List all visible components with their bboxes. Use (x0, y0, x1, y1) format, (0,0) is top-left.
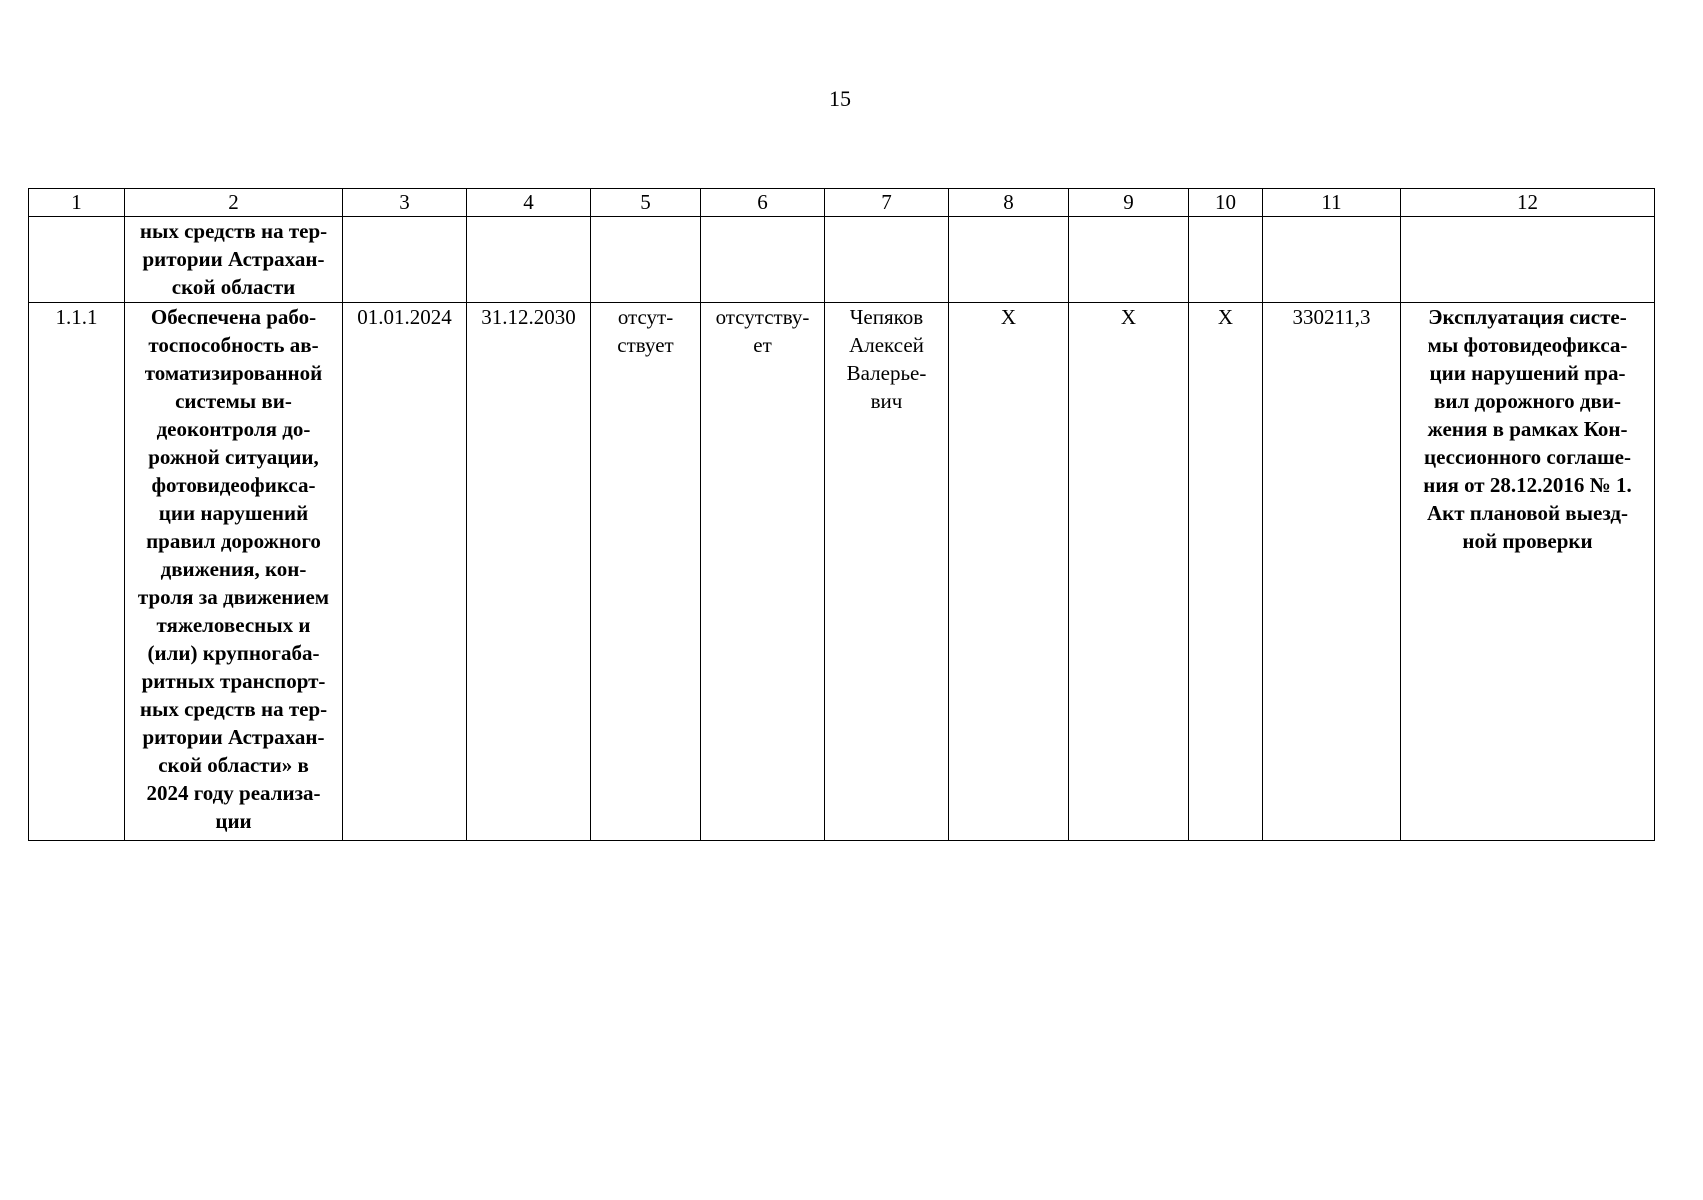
description-line: системы ви- (175, 389, 292, 413)
description-line: томатизированной (144, 361, 323, 385)
column-9-value: X (1069, 303, 1189, 841)
column-header-3: 3 (343, 189, 467, 217)
column-header-2: 2 (125, 189, 343, 217)
continuation-cell-6 (701, 217, 825, 303)
responsible-line: вич (870, 389, 903, 413)
description-line: (или) крупногаба- (147, 641, 320, 665)
continuation-cell-9 (1069, 217, 1189, 303)
column-5-line: ствует (617, 333, 674, 357)
column-8-value: X (949, 303, 1069, 841)
continuation-line: ритории Астрахан- (142, 247, 325, 271)
description-line: ритных транспорт- (141, 669, 326, 693)
start-date: 01.01.2024 (343, 303, 467, 841)
description-line: деоконтроля до- (156, 417, 311, 441)
continuation-cell-3 (343, 217, 467, 303)
continuation-cell-4 (467, 217, 591, 303)
column-10-value: X (1189, 303, 1263, 841)
continuation-description (125, 217, 343, 303)
column-header-10: 10 (1189, 189, 1263, 217)
continuation-cell-8 (949, 217, 1069, 303)
responsible-line: Валерье- (846, 361, 927, 385)
note-line: вил дорожного дви- (1434, 389, 1621, 413)
note-line: мы фотовидеофикса- (1427, 333, 1628, 357)
continuation-line: ской области (171, 275, 296, 299)
description-line: правил дорожного (146, 529, 321, 553)
table-row-continuation (29, 217, 1655, 303)
continuation-cell-11 (1263, 217, 1401, 303)
continuation-cell-10 (1189, 217, 1263, 303)
header-row (29, 189, 1655, 217)
column-5-value (591, 303, 701, 841)
note-line: жения в рамках Кон- (1427, 417, 1628, 441)
column-header-1: 1 (29, 189, 125, 217)
column-header-11: 11 (1263, 189, 1401, 217)
description-line: ской области» в (158, 753, 309, 777)
description-line: Обеспечена рабо- (150, 305, 317, 329)
note-line: ной проверки (1462, 529, 1593, 553)
responsible-line: Алексей (849, 333, 924, 357)
continuation-cell-5 (591, 217, 701, 303)
column-header-8: 8 (949, 189, 1069, 217)
description-line: 2024 году реализа- (146, 781, 321, 805)
note-line: Эксплуатация систе- (1428, 305, 1627, 329)
column-header-6: 6 (701, 189, 825, 217)
description-line: ритории Астрахан- (142, 725, 325, 749)
page-number: 15 (829, 86, 851, 111)
table-row-1-1-1 (29, 303, 1655, 841)
description-line: ции (215, 809, 252, 833)
column-6-value (701, 303, 825, 841)
column-header-12: 12 (1401, 189, 1655, 217)
row-number: 1.1.1 (29, 303, 125, 841)
column-header-4: 4 (467, 189, 591, 217)
description-line: тоспособность ав- (148, 333, 319, 357)
description-line: рожной ситуации, (148, 445, 319, 469)
report-table (28, 188, 1655, 841)
column-header-7: 7 (825, 189, 949, 217)
note-line: ния от 28.12.2016 № 1. (1423, 473, 1632, 497)
column-header-9: 9 (1069, 189, 1189, 217)
continuation-cell-1 (29, 217, 125, 303)
description-line: тяжеловесных и (156, 613, 311, 637)
responsible-person (825, 303, 949, 841)
column-6-line: ет (753, 333, 772, 357)
description-line: ных средств на тер- (139, 697, 328, 721)
column-header-5: 5 (591, 189, 701, 217)
description-line: ции нарушений (158, 501, 309, 525)
amount-value: 330211,3 (1263, 303, 1401, 841)
note-line: ции нарушений пра- (1429, 361, 1626, 385)
column-6-line: отсутству- (715, 305, 810, 329)
end-date: 31.12.2030 (467, 303, 591, 841)
description-line: движения, кон- (160, 557, 307, 581)
responsible-line: Чепяков (849, 305, 924, 329)
row-description (125, 303, 343, 841)
row-note (1401, 303, 1655, 841)
note-line: Акт плановой выезд- (1426, 501, 1629, 525)
column-5-line: отсут- (617, 305, 674, 329)
continuation-cell-7 (825, 217, 949, 303)
note-line: цессионного соглаше- (1424, 445, 1631, 469)
continuation-line: ных средств на тер- (139, 219, 328, 243)
description-line: троля за движением (137, 585, 330, 609)
description-line: фотовидеофикса- (151, 473, 316, 497)
continuation-cell-12 (1401, 217, 1655, 303)
